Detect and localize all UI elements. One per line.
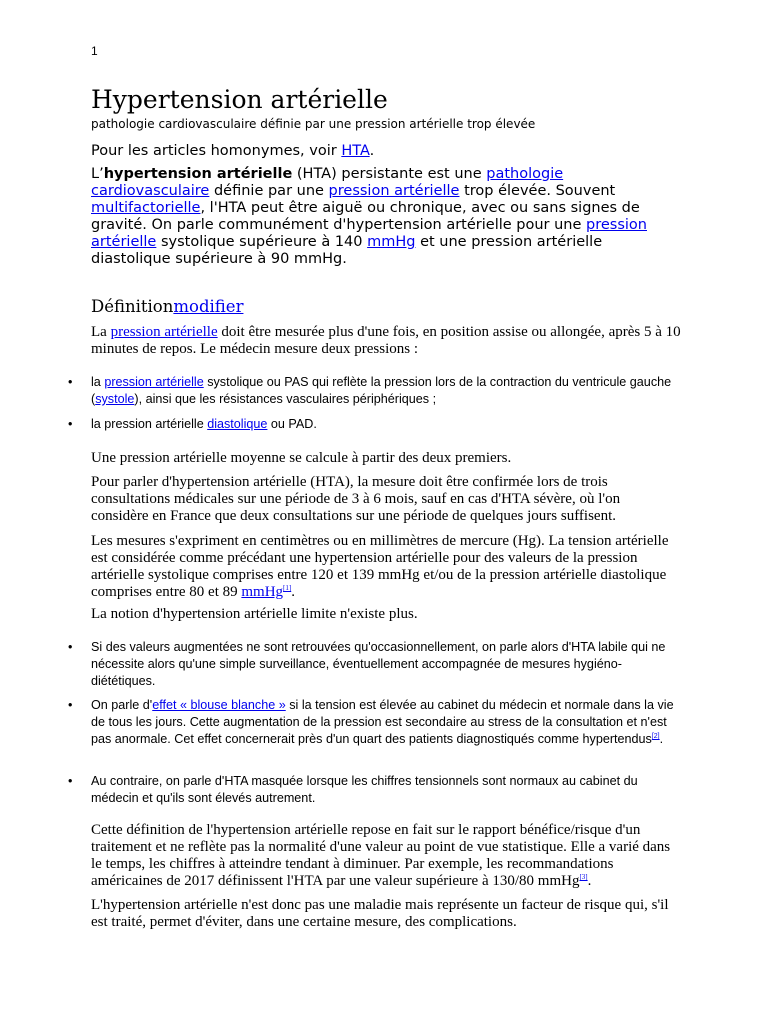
bullet-marker: • (68, 417, 73, 431)
hta-link[interactable]: HTA (341, 143, 370, 159)
bullet-marker: • (68, 698, 73, 712)
pression-arterielle-link[interactable]: pression artérielle (328, 183, 460, 199)
bullet-marker: • (68, 640, 73, 654)
list-item-text: Au contraire, on parle d'HTA masquée lorsque les chiffres tensionnels sont normaux au cabinet du médecin et qu'ils sont élevés autrement. (91, 774, 638, 805)
bullet-marker: • (68, 375, 73, 389)
list-text: . (659, 732, 664, 746)
paragraph-text: Les mesures s'expriment en centimètres ou en millimètres de mercure (Hg). La tension artérielle est considérée comme précédant une hypertension artérielle pour des valeurs de la pression artérielle systolique comprises entre 120 et 139 mmHg et/ou de la pression artérielle diastolique comprises entre 80 et 89 (91, 533, 669, 600)
paragraph (91, 324, 681, 358)
list-text: la (91, 375, 105, 389)
mmhg-link[interactable]: mmHg (367, 234, 416, 250)
paragraph-text: . (291, 584, 295, 600)
multifactorielle-link[interactable]: multifactorielle (91, 200, 201, 216)
list-item (68, 697, 678, 767)
reference-link[interactable]: [3] (579, 873, 588, 881)
diastolique-link[interactable]: diastolique (207, 417, 268, 431)
effet-blouse-blanche-link[interactable]: effet « blouse blanche » (152, 698, 286, 712)
pathologie-cardiovasculaire-link[interactable]: pathologie cardiovasculaire (91, 166, 564, 199)
bullet-marker: • (68, 774, 73, 788)
paragraph: La notion d'hypertension artérielle limite n'existe plus. (91, 606, 418, 622)
paragraph (91, 533, 681, 601)
reference-link[interactable]: [1] (283, 584, 292, 592)
homonym-note (91, 143, 374, 160)
page-number: 1 (91, 44, 98, 58)
intro-text: définie par une (209, 183, 329, 199)
page-title: Hypertension artérielle (91, 85, 388, 114)
list-text: si la tension est élevée au cabinet du médecin et normale dans la vie de tous les jours. Cette augmentation de la pression est secondaire au stress de la consultation et n'est pas anormale. Cet effet concernerait près d'un quart des patients diagnostiqués comme hypertendus (91, 698, 674, 746)
paragraph-text: . (587, 873, 592, 889)
pression-arterielle-link[interactable]: pression artérielle (104, 375, 204, 389)
list-text: la pression artérielle (91, 417, 208, 431)
list-item (68, 416, 678, 434)
list-text: ou PAD. (267, 417, 317, 431)
homonym-prefix: Pour les articles homonymes, voir (91, 143, 342, 159)
intro-text: (HTA) persistante est une (292, 166, 487, 182)
paragraph-text: doit être mesurée plus d'une fois, en position assise ou allongée, après 5 à 10 minutes de repos. Le médecin mesure deux pressions : (91, 324, 681, 357)
list-text: ), ainsi que les résistances vasculaires périphériques ; (134, 392, 437, 406)
intro-text: , l'HTA peut être aiguë ou chronique, avec ou sans signes de gravité. On parle communément d'hypertension artérielle pour une (91, 200, 640, 233)
edit-section-link[interactable]: modifier (173, 297, 244, 316)
intro-text: L’ (91, 166, 104, 182)
systole-link[interactable]: systole (95, 392, 135, 406)
list-item-text (91, 374, 678, 408)
paragraph: L'hypertension artérielle n'est donc pas une maladie mais représente un facteur de risque qui, s'il est traité, permet d'éviter, dans une certaine mesure, des complications. (91, 897, 669, 930)
intro-text: et une pression artérielle diastolique supérieure à 90 mmHg. (91, 234, 603, 267)
list-item (68, 374, 678, 410)
reference-link[interactable]: [2] (651, 732, 660, 740)
list-item (68, 773, 678, 809)
list-item-text (91, 416, 678, 433)
list-text: On parle d' (91, 698, 153, 712)
pression-arterielle-link[interactable]: pression artérielle (91, 217, 647, 250)
paragraph: Une pression artérielle moyenne se calcule à partir des deux premiers. (91, 450, 512, 466)
paragraph: Pour parler d'hypertension artérielle (HTA), la mesure doit être confirmée lors de trois consultations médicales sur une période de 3 à 6 mois, sauf en cas d'HTA sévère, où l'on considère en France que deux consultations sur une période de quelques jours suffisent. (91, 474, 621, 524)
paragraph-text: Cette définition de l'hypertension artérielle repose en fait sur le rapport bénéfice/risque d'un traitement et ne reflète pas la normalité d'une valeur au point de vue statistique. Elle a varié dans le temps, les chiffres à atteindre tendant à diminuer. Par exemple, les recommandations américaines de 2017 définissent l'HTA par une valeur supérieure à 130/80 mmHg (91, 822, 671, 889)
list-text: systolique ou PAS qui reflète la pression lors de la contraction du ventricule gauche ( (91, 375, 672, 406)
intro-text: trop élevée. Souvent (459, 183, 616, 199)
page-subtitle: pathologie cardiovasculaire définie par une pression artérielle trop élevée (91, 117, 536, 131)
mmhg-link[interactable]: mmHg (241, 584, 284, 600)
list-item-text (91, 697, 678, 748)
pression-arterielle-link[interactable]: pression artérielle (110, 324, 218, 340)
intro-paragraph (91, 166, 681, 268)
intro-text: systolique supérieure à 140 (156, 234, 368, 250)
paragraph (91, 822, 681, 890)
section-heading-text: Définition (91, 297, 174, 316)
homonym-suffix: . (369, 143, 375, 159)
list-item (68, 639, 678, 691)
section-heading (91, 296, 243, 318)
paragraph-text: La (91, 324, 111, 340)
list-item-text: Si des valeurs augmentées ne sont retrouvées qu'occasionnellement, on parle alors d'HTA labile qui ne nécessite alors qu'une simple surveillance, éventuellement accompagnée de mesures hygiéno-diététiques. (91, 640, 666, 688)
intro-bold-term: hypertension artérielle (103, 166, 293, 182)
